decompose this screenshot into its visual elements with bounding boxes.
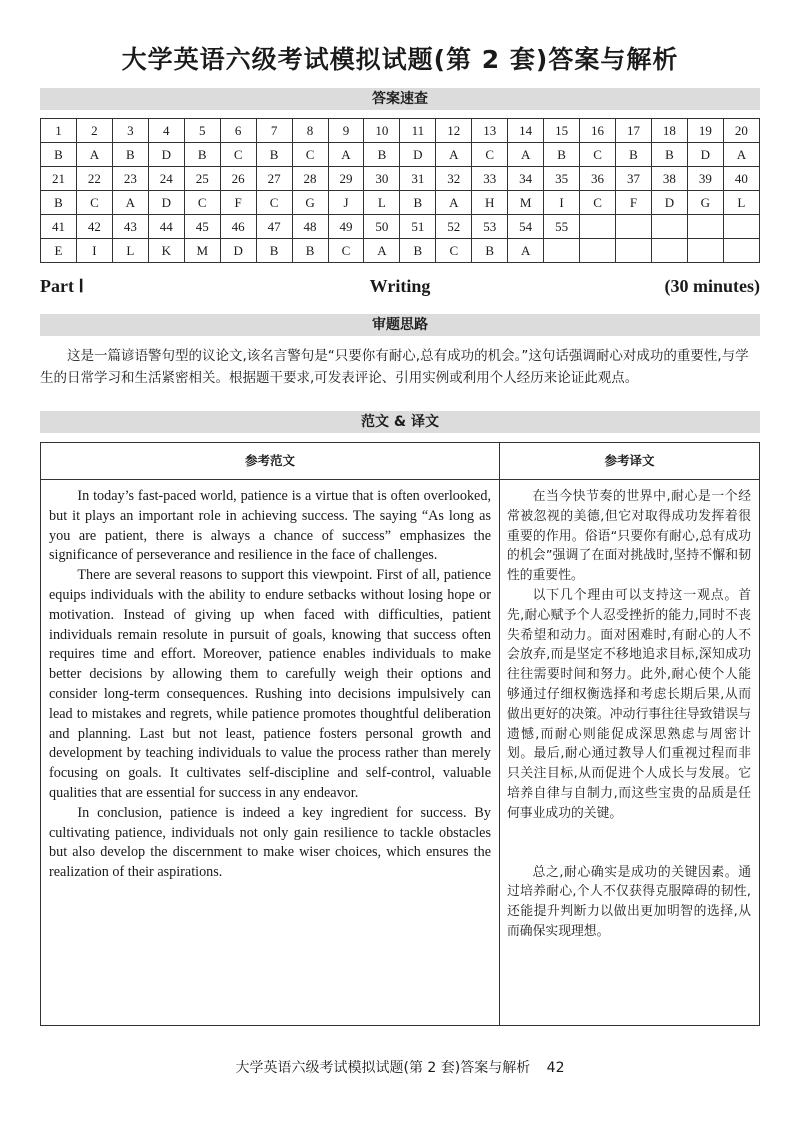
answer-cell: C: [472, 143, 508, 167]
answer-cell: B: [400, 191, 436, 215]
english-column-header: 参考范文: [244, 453, 295, 468]
answer-cell: K: [148, 239, 184, 263]
answer-cell: F: [220, 191, 256, 215]
question-number-cell: 17: [616, 119, 652, 143]
answer-cell: M: [508, 191, 544, 215]
question-number-cell: 29: [328, 167, 364, 191]
answer-cell: D: [400, 143, 436, 167]
answer-cell: C: [436, 239, 472, 263]
english-essay: [49, 487, 491, 883]
question-number-cell: 15: [544, 119, 580, 143]
answer-cell: A: [76, 143, 112, 167]
answer-cell: C: [184, 191, 220, 215]
answer-table: [40, 118, 760, 263]
answer-cell: B: [400, 239, 436, 263]
answer-cell: D: [687, 143, 723, 167]
english-paragraph: In today’s fast-paced world, patience is a virtue that is often overlooked, but it plays an important role in achieving success. The saying “As long as you are patient, there is always a chance of success” emphasizes the significance of perseverance and resilience in the face of challenges.: [49, 488, 491, 564]
answer-row: [41, 143, 760, 167]
question-number-cell: 6: [220, 119, 256, 143]
question-number-cell: 10: [364, 119, 400, 143]
footer-text: 大学英语六级考试模拟试题(第 2 套)答案与解析: [235, 1060, 531, 1076]
answer-cell: [616, 239, 652, 263]
question-number-cell: 50: [364, 215, 400, 239]
answer-cell: A: [364, 239, 400, 263]
part-name: Writing: [369, 276, 431, 296]
question-number-cell: 24: [148, 167, 184, 191]
question-number-cell: [723, 215, 759, 239]
answer-cell: B: [256, 143, 292, 167]
question-number-cell: 39: [687, 167, 723, 191]
part-label: Part Ⅰ: [40, 276, 84, 296]
answer-cell: D: [148, 143, 184, 167]
question-number-cell: 33: [472, 167, 508, 191]
question-number-cell: 7: [256, 119, 292, 143]
answer-cell: [651, 239, 687, 263]
answer-cell: [687, 239, 723, 263]
answer-cell: B: [472, 239, 508, 263]
analysis-heading: 审题思路: [40, 314, 760, 336]
question-number-cell: 28: [292, 167, 328, 191]
answer-cell: B: [651, 143, 687, 167]
chinese-paragraph: 以下几个理由可以支持这一观点。首先,耐心赋予个人忍受挫折的能力,同时不丧失希望和动力。面对困难时,有耐心的人不会放弃,而是坚定不移地追求目标,深知成功往往需要时间和努力。此外,耐心使个人能够通过仔细权衡选择和考虑长期后果,从而做出更好的决策。冲动行事往往导致错误与遗憾,而耐心则能促成深思熟虑与周密计划。最后,耐心通过教导人们重视过程而非只关注目标,从而促进个人成长与发展。它培养自律与自制力,而这些宝贵的品质是任何事业成功的关键。: [507, 587, 751, 821]
question-number-cell: [651, 215, 687, 239]
question-number-cell: 55: [544, 215, 580, 239]
answer-row: [41, 119, 760, 143]
question-number-cell: 8: [292, 119, 328, 143]
answer-cell: C: [580, 191, 616, 215]
answer-cell: A: [508, 143, 544, 167]
question-number-cell: 13: [472, 119, 508, 143]
question-number-cell: 41: [41, 215, 77, 239]
essay-box: [40, 442, 760, 1026]
answer-cell: D: [651, 191, 687, 215]
question-number-cell: 30: [364, 167, 400, 191]
question-number-cell: 1: [41, 119, 77, 143]
answer-cell: B: [292, 239, 328, 263]
answer-cell: I: [544, 191, 580, 215]
answer-cell: C: [220, 143, 256, 167]
answer-cell: G: [292, 191, 328, 215]
question-number-cell: 42: [76, 215, 112, 239]
answer-cell: L: [364, 191, 400, 215]
question-number-cell: 4: [148, 119, 184, 143]
answer-cell: A: [112, 191, 148, 215]
answer-cell: A: [436, 143, 472, 167]
question-number-cell: 20: [723, 119, 759, 143]
question-number-cell: [616, 215, 652, 239]
answer-cell: B: [184, 143, 220, 167]
answer-cell: [723, 239, 759, 263]
question-number-cell: 11: [400, 119, 436, 143]
answer-cell: A: [436, 191, 472, 215]
answer-cell: [544, 239, 580, 263]
question-number-cell: 22: [76, 167, 112, 191]
answer-cell: M: [184, 239, 220, 263]
answer-section-heading: 答案速查: [40, 88, 760, 110]
answer-cell: C: [292, 143, 328, 167]
question-number-cell: 27: [256, 167, 292, 191]
question-number-cell: 43: [112, 215, 148, 239]
question-number-cell: 25: [184, 167, 220, 191]
page-number: 42: [546, 1060, 565, 1076]
question-number-cell: 51: [400, 215, 436, 239]
question-number-cell: 52: [436, 215, 472, 239]
answer-cell: C: [76, 191, 112, 215]
question-number-cell: 18: [651, 119, 687, 143]
answer-cell: A: [328, 143, 364, 167]
answer-row: [41, 191, 760, 215]
answer-cell: D: [148, 191, 184, 215]
answer-cell: B: [364, 143, 400, 167]
answer-cell: C: [256, 191, 292, 215]
answer-cell: H: [472, 191, 508, 215]
question-number-cell: 35: [544, 167, 580, 191]
chinese-translation: [507, 487, 751, 942]
answer-cell: B: [41, 191, 77, 215]
answer-cell: B: [544, 143, 580, 167]
part-header: [40, 276, 760, 300]
question-number-cell: 31: [400, 167, 436, 191]
answer-cell: A: [723, 143, 759, 167]
answer-cell: I: [76, 239, 112, 263]
question-number-cell: 12: [436, 119, 472, 143]
question-number-cell: 45: [184, 215, 220, 239]
page-footer: [0, 1057, 800, 1077]
question-number-cell: 36: [580, 167, 616, 191]
question-number-cell: 3: [112, 119, 148, 143]
question-number-cell: 2: [76, 119, 112, 143]
answer-cell: B: [616, 143, 652, 167]
question-number-cell: 37: [616, 167, 652, 191]
column-divider: [499, 443, 500, 1025]
answer-cell: B: [112, 143, 148, 167]
question-number-cell: 23: [112, 167, 148, 191]
answer-cell: A: [508, 239, 544, 263]
question-number-cell: 34: [508, 167, 544, 191]
question-number-cell: 21: [41, 167, 77, 191]
question-number-cell: 9: [328, 119, 364, 143]
question-number-cell: 49: [328, 215, 364, 239]
answer-cell: L: [723, 191, 759, 215]
question-number-cell: 47: [256, 215, 292, 239]
chinese-paragraph: 在当今快节奏的世界中,耐心是一个经常被忽视的美德,但它对取得成功发挥着很重要的作用。俗语“只要你有耐心,总有成功的机会”强调了在面对挑战时,坚持不懈和韧性的重要性。: [507, 489, 751, 584]
answer-cell: F: [616, 191, 652, 215]
english-paragraph: There are several reasons to support this viewpoint. First of all, patience equips individuals with the ability to endure setbacks without losing hope or motivation. Instead of giving up when faced with difficulties, patient individuals remain resolute in pursuit of goals, knowing that success often requires time and effort. Moreover, patience enables individuals to make better decisions by allowing them to carefully weigh their options and consider long-term consequences. Rushing into decisions impulsively can lead to mistakes and regrets, while patience promotes thoughtful deliberation and planning. Last but not least, patience fosters personal growth and development by teaching individuals to value the process rather than merely focusing on goals. It cultivates self-discipline and self-control, valuable qualities that are essential for success in any endeavor.: [49, 567, 491, 801]
question-number-cell: 48: [292, 215, 328, 239]
answer-cell: [580, 239, 616, 263]
answer-row: [41, 239, 760, 263]
page-title: 大学英语六级考试模拟试题(第 2 套)答案与解析: [121, 45, 679, 74]
answer-cell: B: [256, 239, 292, 263]
chinese-column-header: 参考译文: [604, 453, 655, 468]
part-time: (30 minutes): [664, 276, 760, 296]
answer-cell: L: [112, 239, 148, 263]
question-number-cell: 53: [472, 215, 508, 239]
answer-row: [41, 215, 760, 239]
question-number-cell: 19: [687, 119, 723, 143]
answer-cell: G: [687, 191, 723, 215]
answer-row: [41, 167, 760, 191]
answer-cell: J: [328, 191, 364, 215]
answer-cell: B: [41, 143, 77, 167]
header-divider: [41, 479, 759, 480]
question-number-cell: 26: [220, 167, 256, 191]
question-number-cell: [687, 215, 723, 239]
question-number-cell: 40: [723, 167, 759, 191]
question-number-cell: 14: [508, 119, 544, 143]
question-number-cell: 16: [580, 119, 616, 143]
analysis-text: 这是一篇谚语警句型的议论文,该名言警句是“只要你有耐心,总有成功的机会。”这句话强调耐心对成功的重要性,与学生的日常学习和生活紧密相关。根据题干要求,可发表评论、引用实例或利用个人经历来论证此观点。: [40, 348, 749, 386]
question-number-cell: 44: [148, 215, 184, 239]
question-number-cell: 5: [184, 119, 220, 143]
chinese-paragraph: 总之,耐心确实是成功的关键因素。通过培养耐心,个人不仅获得克服障碍的韧性,还能提升判断力以做出更加明智的选择,从而确保实现理想。: [507, 864, 751, 939]
english-paragraph: In conclusion, patience is indeed a key ingredient for success. By cultivating patience, individuals not only gain resilience to tackle obstacles but also develop the discernment to make wiser choices, which ensures the realization of their aspirations.: [49, 804, 491, 881]
question-number-cell: 54: [508, 215, 544, 239]
question-number-cell: 32: [436, 167, 472, 191]
answer-cell: E: [41, 239, 77, 263]
question-number-cell: [580, 215, 616, 239]
essay-heading: 范文 & 译文: [40, 411, 760, 433]
question-number-cell: 46: [220, 215, 256, 239]
answer-cell: C: [328, 239, 364, 263]
answer-cell: D: [220, 239, 256, 263]
question-number-cell: 38: [651, 167, 687, 191]
answer-cell: C: [580, 143, 616, 167]
